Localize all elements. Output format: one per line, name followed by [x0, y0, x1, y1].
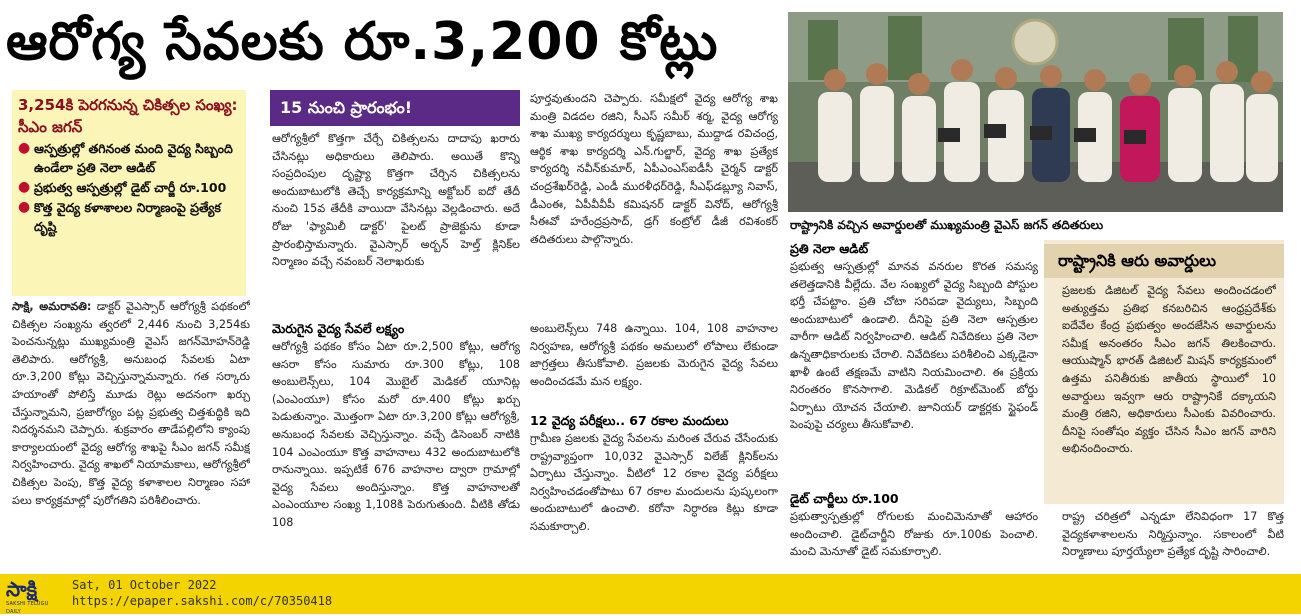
logo-wordmark: సాక్షి — [6, 577, 38, 601]
section-audit-body: ప్రభుత్వ ఆస్పత్రుల్లో మానవ వనరుల కొరత సమస్య తలెత్తడానికి వీల్లేదు. వేల సంఖ్యలో వైద్య సిబ్బంది పోస్టుల భర్తీ చేపట్టాం. ప్రతి చోటా సరిపడా వైద్యులు, సిబ్బంది అందుబాటులో ఉండాలి. దీనిపై ప్రతి నెలా ఆస్పత్రుల వారీగా ఆడిట్ నిర్వహించాలి. ఆడిట్ నివేదికలు ప్రతి నెలా ఉన్నతాధికారులకు చేరాలి. నివేదికలు పరిశీలించి ఎక్కడైనా ఖాళీ ఉంటే తక్షణమే వాటిని నియమించాలి. ఈ ప్రక్రియ నిరంతరం కొనసాగాలి. మెడికల్ రిక్రూట్‌మెంట్ బోర్డు ఏర్పాటు యోచన చేయాలి. జూనియర్ డాక్టర్లకు స్టైఫండ్ పెంపుపై చర్యలు తీసుకోవాలి. — [790, 260, 1038, 432]
section-heading-diet: డైట్ చార్జీలు రూ.100 — [790, 491, 899, 506]
column-1-body — [12, 298, 250, 572]
photo-illustration — [788, 12, 1283, 212]
logo-tagline: SAKSHI TELUGU DAILY — [6, 601, 49, 615]
section-better-care-body: ఆరోగ్యశ్రీ పథకం కోసం ఏటా రూ.2,500 కోట్లు, ఆరోగ్య ఆసరా కోసం సుమారు రూ.300 కోట్లు, 108 అంబులెన్స్‌లు, 104 మొబైల్ మెడికల్ యూనిట్ల (ఎంఎంయూ) కోసం మరో రూ.400 కోట్లు ఖర్చు పెడుతున్నాం. మొత్తంగా ఏటా రూ.3,200 కోట్లు ఆరోగ్యశ్రీ, అనుబంధ సేవలకు వెచ్చిస్తున్నాం. వచ్చే డిసెంబర్ నాటికి 104 ఎంఎంయూ కొత్త వాహనాలు 432 అందుబాటులోకి రానున్నాయి. ఇప్పటికే 676 వాహనాల ద్వారా గ్రామాల్లో వైద్య సేవలు అందిస్తున్నాం. కొత్త వాహనాలతో ఎంఎంయూల సంఖ్య 1,108కి పెరుగుతుంది. వీటికి తోడు 108 — [272, 340, 520, 529]
bullet-dot-icon: ● — [18, 140, 31, 156]
highlight-bullet — [18, 178, 240, 197]
section-15-body: ఆరోగ్యశ్రీలో కొత్తగా చేర్చే చికిత్సలను దాదాపు ఖరారు చేసినట్లు అధికారులు తెలిపారు. అయితే కొన్ని సంప్రదింపుల దృష్ట్యా కొత్తగా చేర్చిన చికిత్సలను అందుబాటులోకి తెచ్చే కార్యక్రమాన్ని అక్టోబర్ ఐదో తేదీ నుంచి 15వ తేదీకి వాయిదా వేసినట్లు వెల్లడించారు. అదే రోజు 'ఫ్యామిలీ డాక్టర్' పైలట్ ప్రాజెక్టును కూడా ప్రారంభిస్తామన్నారు. వైఎస్సార్ అర్బన్ హెల్త్ క్లినిక్‌ల నిర్మాణం వచ్చే నవంబర్ నెలాఖరుకు — [272, 132, 520, 269]
highlight-bullet-text: ప్రభుత్వ ఆస్పత్రుల్లో డైట్ చార్జీ రూ.100 — [34, 180, 227, 195]
closing-body: రాష్ట్ర చరిత్రలో ఎన్నడూ లేనివిధంగా 17 కొత్త వైద్యకళాశాలలను నిర్మిస్తున్నాం. సకాలంలో వీటి నిర్మాణాలు పూర్తయ్యేలా ప్రత్యేక దృష్టి సారించాలి. — [1062, 510, 1284, 559]
section-tests-body: గ్రామీణ ప్రజలకు వైద్య సేవలను మరింత చేరువ చేసేందుకు రాష్ట్రవ్యాప్తంగా 10,032 వైఎస్సార్ విలేజ్ క్లినిక్‌లను ఏర్పాటు చేస్తున్నాం. వీటిలో 12 రకాల వైద్య పరీక్షలు నిర్వహించడంతోపాటు 67 రకాల మందులను పుష్కలంగా అందుబాటులో ఉంచాలి. కరోనా నిర్ధారణ కిట్లు కూడా సమకూర్చాలి. — [530, 432, 778, 533]
section-diet-body: ప్రభుత్వాస్పత్రుల్లో రోగులకు మంచిమెనూతో ఆహారం అందించాలి. డైట్‌చార్జీని రోజుకు రూ.100కు పెంచాలి. మంచి మెనూతో డైట్ సమకూర్చాలి. — [790, 510, 1038, 559]
column-1-text: డాక్టర్ వైఎస్సార్ ఆరోగ్యశ్రీ పథకంలో చికిత్సల సంఖ్యను త్వరలో 2,446 నుంచి 3,254కు పెంచనున్నట్లు ముఖ్యమంత్రి వైఎస్ జగన్‌మోహన్‌రెడ్డి తెలిపారు. ఆరోగ్యశ్రీ, అనుబంధ సేవలకు ఏటా రూ.3,200 కోట్లు వెచ్చిస్తున్నామన్నారు. గత సర్కారు హయాంతో పోలిస్తే మూడు రెట్లు అదనంగా ఖర్చు చేస్తున్నామని, ప్రజారోగ్యం పట్ల ప్రభుత్వ చిత్తశుద్ధికి ఇది నిదర్శనమని చెప్పారు. శుక్రవారం తాడేపల్లిలోని క్యాంపు కార్యాలయంలో వైద్య ఆరోగ్య శాఖపై సీఎం జగన్ సమీక్ష నిర్వహించారు. వైద్య శాఖలో నియామకాలు, ఆరోగ్యశ్రీలో చికిత్సల పెంపు, కొత్త వైద్య కళాశాలల నిర్మాణం సహా పలు కార్యక్రమాల్లో పురోగతిని పరిశీలించారు. — [12, 300, 250, 507]
highlight-bullet-text: ఆస్పత్రుల్లో తగినంత మంది వైద్య సిబ్బంది ఉండేలా ప్రతి నెలా ఆడిట్ — [34, 141, 233, 175]
column-3-top-body: పూర్తవుతుందని చెప్పారు. సమీక్షలో వైద్య ఆరోగ్య శాఖ మంత్రి విడదల రజిని, సీఎస్ సమీర్ శర్మ, వైద్య ఆరోగ్య శాఖ ముఖ్య కార్యదర్శులు కృష్ణబాబు, ముద్దాడ రవిచంద్ర, ఆర్థిక శాఖ కార్యదర్శి ఎన్.గుల్జార్, వైద్య శాఖ ప్రత్యేక కార్యదర్శి నవీన్‌కుమార్, ఏపీఎంఎస్ఐడీసీ చైర్మన్ డాక్టర్ చంద్రశేఖర్‌రెడ్డి, ఎండీ మురళీధర్‌రెడ్డి, సీఎఫ్‌డబ్ల్యూ నివాస్, డీఎంఈ, ఏపీవీవీపీ కమిషనర్ డాక్టర్ వినోద్, ఆరోగ్యశ్రీ సీఈవో హరేంద్రప్రసాద్, డ్రగ్ కంట్రోల్ డీజీ రవిశంకర్ తదితరులు పాల్గొన్నారు. — [530, 92, 778, 246]
section-heading-15: 15 నుంచి ప్రారంభం! — [270, 90, 520, 126]
headline: ఆరోగ్య సేవలకు రూ.3,200 కోట్లు — [6, 12, 719, 72]
awards-heading: రాష్ట్రానికి ఆరు అవార్డులు — [1044, 244, 1284, 278]
awards-box — [1044, 240, 1284, 504]
epaper-url[interactable]: https://epaper.sakshi.com/c/70350418 — [72, 594, 333, 608]
column-3-mid-body: అంబులెన్స్‌లు 748 ఉన్నాయి. 104, 108 వాహనాల నిర్వహణ, ఆరోగ్యశ్రీ పథకం అమలులో లోపాలు లేకుండా జాగ్రత్తలు తీసుకోవాలి. ప్రజలకు మెరుగైన వైద్య సేవలు అందించడమే మన లక్ష్యం. — [530, 322, 778, 388]
section-heading-audit: ప్రతి నెలా ఆడిట్ — [790, 241, 869, 256]
highlight-box — [12, 90, 246, 296]
photo-caption: రాష్ట్రానికి వచ్చిన అవార్డులతో ముఖ్యమంత్రి వైఎస్ జగన్ తదితరులు — [790, 218, 1104, 232]
highlight-bullet — [18, 139, 240, 177]
section-heading-better-care: మెరుగైన వైద్య సేవలే లక్ష్యం — [272, 321, 405, 336]
bullet-dot-icon: ● — [18, 199, 31, 215]
edition-date: Sat, 01 October 2022 — [72, 578, 217, 592]
highlight-bullet — [18, 198, 240, 236]
section-heading-tests: 12 వైద్య పరీక్షలు.. 67 రకాల మందులు — [530, 413, 729, 428]
highlight-title: 3,254కి పెరగనున్న చికిత్సల సంఖ్య: సీఎం జగన్ — [18, 96, 238, 136]
bullet-dot-icon: ● — [18, 179, 31, 195]
awards-body: ప్రజలకు డిజిటల్ వైద్య సేవలు అందించడంలో అత్యుత్తమ ప్రతిభ కనబరిచిన ఆంధ్రప్రదేశ్‌కు ఐదేవేల కేంద్ర ప్రభుత్వం అందజేసిన అవార్డులను సమీక్ష అనంతరం సీఎం జగన్ తిలకించారు. ఆయుష్మాన్ భారత్ డిజిటల్ మిషన్ కార్యక్రమంలో ఉత్తమ పనితీరుకు జాతీయ స్థాయిలో 10 అవార్డులు ఇవ్వగా ఆరు రాష్ట్రానికే దక్కాయని మంత్రి రజిని, అధికారులు సీఎంకు వివరించారు. దీనిపై సంతోషం వ్యక్తం చేసిన సీఎం జగన్ వారిని అభినందించారు. — [1062, 284, 1276, 456]
news-photo — [788, 12, 1283, 212]
highlight-bullet-text: కొత్త వైద్య కళాశాలల నిర్మాణంపై ప్రత్యేక దృష్టి — [34, 200, 221, 234]
sakshi-logo — [6, 577, 62, 615]
footer-bar — [0, 574, 1301, 614]
dateline: సాక్షి, అమరావతి: — [12, 300, 92, 313]
